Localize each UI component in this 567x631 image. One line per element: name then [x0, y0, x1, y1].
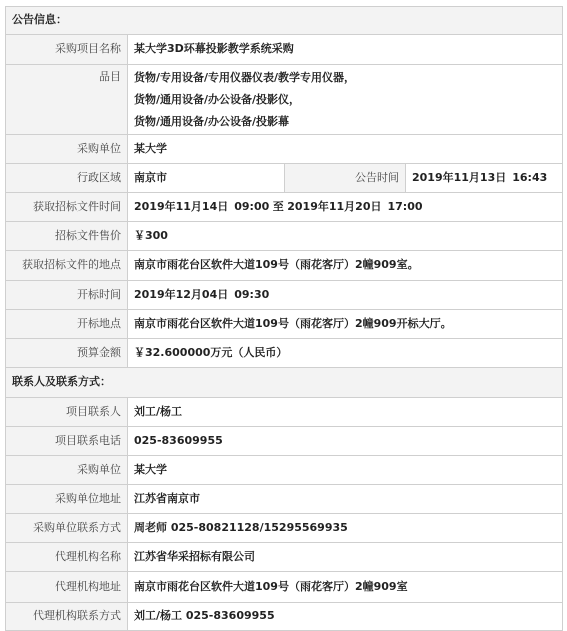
label-doc-price: 招标文件售价 — [6, 222, 128, 251]
row-budget — [6, 339, 563, 368]
category-line: 货物/通用设备/办公设备/投影仪， — [134, 92, 301, 106]
row-agency-address — [6, 572, 563, 603]
value-opening-time — [128, 281, 563, 310]
doc-end-date: 2019年11月20日 — [287, 199, 382, 213]
label-purchaser-contact: 采购单位联系方式 — [6, 514, 128, 543]
value-doc-location: 南京市雨花台区软件大道109号（雨花客厅）2幢909室。 — [128, 251, 563, 281]
row-purchaser — [6, 135, 563, 164]
value-categories — [128, 65, 563, 135]
label-purchaser: 采购单位 — [6, 135, 128, 164]
opening-clock: 09:30 — [234, 287, 270, 301]
value-doc-period — [128, 193, 563, 222]
label-project-name: 采购项目名称 — [6, 35, 128, 65]
row-project-contact — [6, 398, 563, 427]
row-agency-contact — [6, 603, 563, 631]
category-line: 货物/专用设备/专用仪器仪表/教学专用仪器， — [134, 70, 356, 84]
row-doc-period — [6, 193, 563, 222]
section-title-announcement: 公告信息： — [6, 7, 563, 35]
publish-clock: 16:43 — [512, 170, 548, 184]
row-categories — [6, 65, 563, 135]
doc-start-time: 09:00 — [234, 199, 270, 213]
value-publish-time — [406, 164, 563, 193]
category-line: 货物/通用设备/办公设备/投影幕 — [134, 114, 290, 128]
row-contact-purchaser — [6, 456, 563, 485]
label-opening-location: 开标地点 — [6, 310, 128, 339]
label-opening-time: 开标时间 — [6, 281, 128, 310]
label-publish-time: 公告时间 — [285, 164, 406, 193]
label-purchaser-address: 采购单位地址 — [6, 485, 128, 514]
doc-period-separator: 至 — [272, 199, 284, 213]
label-doc-location: 获取招标文件的地点 — [6, 251, 128, 281]
section-header-contacts — [6, 368, 563, 398]
row-doc-price — [6, 222, 563, 251]
label-project-phone: 项目联系电话 — [6, 427, 128, 456]
announcement-table — [5, 6, 563, 631]
row-purchaser-contact — [6, 514, 563, 543]
value-agency-contact: 刘工/杨工 025-83609955 — [128, 603, 563, 631]
label-categories: 品目 — [6, 65, 128, 135]
label-budget: 预算金额 — [6, 339, 128, 368]
label-agency-name: 代理机构名称 — [6, 543, 128, 572]
value-region: 南京市 — [128, 164, 285, 193]
value-purchaser: 某大学 — [128, 135, 563, 164]
row-doc-location — [6, 251, 563, 281]
row-project-phone — [6, 427, 563, 456]
row-purchaser-address — [6, 485, 563, 514]
value-contact-purchaser: 某大学 — [128, 456, 563, 485]
section-title-contacts: 联系人及联系方式： — [6, 368, 563, 398]
value-agency-name: 江苏省华采招标有限公司 — [128, 543, 563, 572]
section-header-announcement — [6, 7, 563, 35]
doc-end-time: 17:00 — [387, 199, 423, 213]
value-project-name: 某大学3D环幕投影教学系统采购 — [128, 35, 563, 65]
row-opening-location — [6, 310, 563, 339]
value-purchaser-address: 江苏省南京市 — [128, 485, 563, 514]
publish-date: 2019年11月13日 — [412, 170, 507, 184]
row-project-name — [6, 35, 563, 65]
value-doc-price: ￥300 — [128, 222, 563, 251]
label-project-contact: 项目联系人 — [6, 398, 128, 427]
value-project-phone: 025-83609955 — [128, 427, 563, 456]
label-doc-period: 获取招标文件时间 — [6, 193, 128, 222]
row-agency-name — [6, 543, 563, 572]
value-project-contact: 刘工/杨工 — [128, 398, 563, 427]
doc-start-date: 2019年11月14日 — [134, 199, 229, 213]
label-agency-contact: 代理机构联系方式 — [6, 603, 128, 631]
value-purchaser-contact: 周老师 025-80821128/15295569935 — [128, 514, 563, 543]
label-agency-address: 代理机构地址 — [6, 572, 128, 603]
value-agency-address: 南京市雨花台区软件大道109号（雨花客厅）2幢909室 — [128, 572, 563, 603]
row-region-time — [6, 164, 563, 193]
label-contact-purchaser: 采购单位 — [6, 456, 128, 485]
label-region: 行政区域 — [6, 164, 128, 193]
value-budget: ￥32.600000万元（人民币） — [128, 339, 563, 368]
value-opening-location: 南京市雨花台区软件大道109号（雨花客厅）2幢909开标大厅。 — [128, 310, 563, 339]
row-opening-time — [6, 281, 563, 310]
opening-date: 2019年12月04日 — [134, 287, 229, 301]
